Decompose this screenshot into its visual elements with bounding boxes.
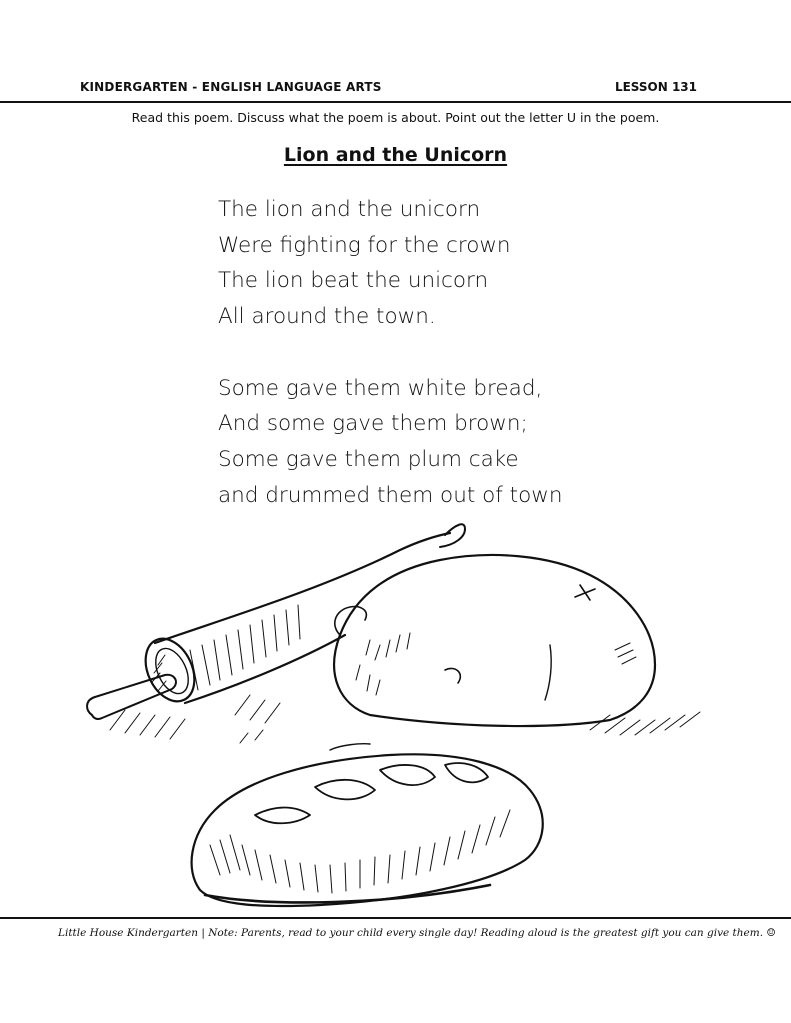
poem-line: Some gave them plum cake — [218, 446, 519, 472]
bread-loaf-icon — [192, 744, 543, 906]
poem-title-text: Lion and the Unicorn — [283, 144, 508, 166]
poem-line: and drummed them out of town — [218, 482, 563, 508]
lesson-number: LESSON 131 — [614, 80, 697, 94]
poem-line: All around the town. — [218, 304, 436, 330]
poem — [218, 192, 678, 513]
instructions: Read this poem. Discuss what the poem is about. Point out the letter U in the poem. — [131, 110, 660, 125]
header-divider — [0, 101, 791, 103]
poem-line: Some gave them white bread, — [218, 375, 543, 401]
bread-illustration — [70, 515, 720, 910]
page-header — [0, 78, 791, 98]
stanza-break — [218, 335, 678, 371]
subject-label: KINDERGARTEN - ENGLISH LANGUAGE ARTS — [80, 80, 382, 94]
footer-divider — [0, 917, 791, 919]
poem-line: The lion beat the unicorn — [218, 268, 489, 294]
dough-icon — [334, 555, 700, 735]
footer-note: Little House Kindergarten | Note: Parents, read to your child every single day! Reading aloud is the greatest gift you can give them. ☺ — [58, 927, 776, 939]
poem-line: The lion and the unicorn — [218, 197, 481, 222]
poem-line: And some gave them brown; — [218, 411, 528, 437]
rolling-pin-icon — [87, 524, 465, 719]
poem-line: Were fighting for the crown — [218, 232, 511, 258]
poem-title — [0, 144, 791, 166]
